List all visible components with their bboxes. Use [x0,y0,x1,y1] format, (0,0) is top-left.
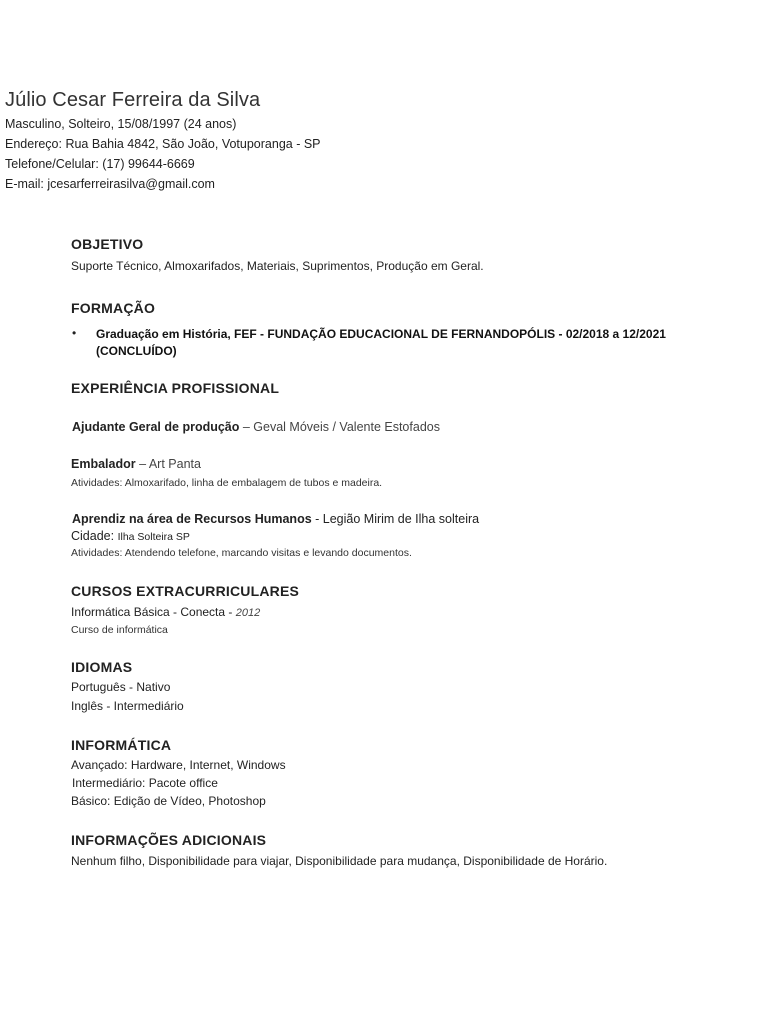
job-3-company: Legião Mirim de Ilha solteira [322,512,480,526]
job-2-separator: – [135,457,149,471]
formacao-title: FORMAÇÃO [71,300,156,316]
objetivo-title: OBJETIVO [71,236,144,252]
idiomas-title: IDIOMAS [71,659,133,675]
job-3-city-line [71,529,190,543]
job-1-company: Geval Móveis / Valente Estofados [253,420,440,434]
cursos-title: CURSOS EXTRACURRICULARES [71,583,300,599]
job-3-city: Ilha Solteira SP [117,531,190,543]
course-name: Informática Básica - Conecta [71,605,226,619]
course-line [71,605,260,619]
job-3-role: Aprendiz na área de Recursos Humanos [72,512,312,526]
job-3-separator: - [311,512,323,526]
job-2-role: Embalador [71,457,136,471]
skill-basic [71,794,266,808]
adicionais-title: INFORMAÇÕES ADICIONAIS [71,832,267,848]
idioma-item: Português - Nativo [71,680,171,694]
job-1-separator: – [239,420,254,434]
skill-advanced-value: Hardware, Internet, Windows [127,758,286,772]
job-1-role: Ajudante Geral de produção [72,420,240,434]
objetivo-text: Suporte Técnico, Almoxarifados, Materiais, Suprimentos, Produção em Geral. [71,259,484,273]
skill-intermediate [72,776,218,790]
formacao-item [96,326,696,360]
job-2-company: Art Panta [148,457,201,471]
job-2-activities: Atividades: Almoxarifado, linha de embalagem de tubos e madeira. [71,477,383,489]
skill-advanced-label: Avançado: [71,758,128,772]
skill-basic-value: Edição de Vídeo, Photoshop [110,794,266,808]
formacao-item-line2: (CONCLUÍDO) [96,344,177,358]
course-year: 2012 [235,607,261,619]
skill-basic-label: Básico: [71,794,111,808]
job-3-activities: Atividades: Atendendo telefone, marcando visitas e levando documentos. [71,547,412,559]
course-description: Curso de informática [71,624,168,636]
job-1 [72,420,440,434]
job-3-city-label: Cidade: [71,529,118,543]
adicionais-text: Nenhum filho, Disponibilidade para viajar, Disponibilidade para mudança, Disponibilidade de Horário. [71,854,608,868]
formacao-item-line1: Graduação em História, FEF - FUNDAÇÃO EDUCACIONAL DE FERNANDOPÓLIS - 02/2018 a 12/2021 [96,327,666,341]
course-separator: - [225,605,236,619]
personal-details: Masculino, Solteiro, 15/08/1997 (24 anos) [5,117,237,131]
skill-intermediate-label: Intermediário: [72,776,146,790]
informatica-title: INFORMÁTICA [71,737,172,753]
address: Endereço: Rua Bahia 4842, São João, Votuporanga - SP [5,137,321,151]
skill-advanced [71,758,286,772]
formacao-bullet: • [72,326,77,340]
skill-intermediate-value: Pacote office [145,776,218,790]
job-2 [71,457,201,471]
phone: Telefone/Celular: (17) 99644-6669 [5,157,195,171]
email: E-mail: jcesarferreirasilva@gmail.com [5,177,215,191]
idioma-item: Inglês - Intermediário [71,699,184,713]
job-3 [72,512,479,526]
experiencia-title: EXPERIÊNCIA PROFISSIONAL [71,380,280,396]
candidate-name: Júlio Cesar Ferreira da Silva [5,89,261,111]
